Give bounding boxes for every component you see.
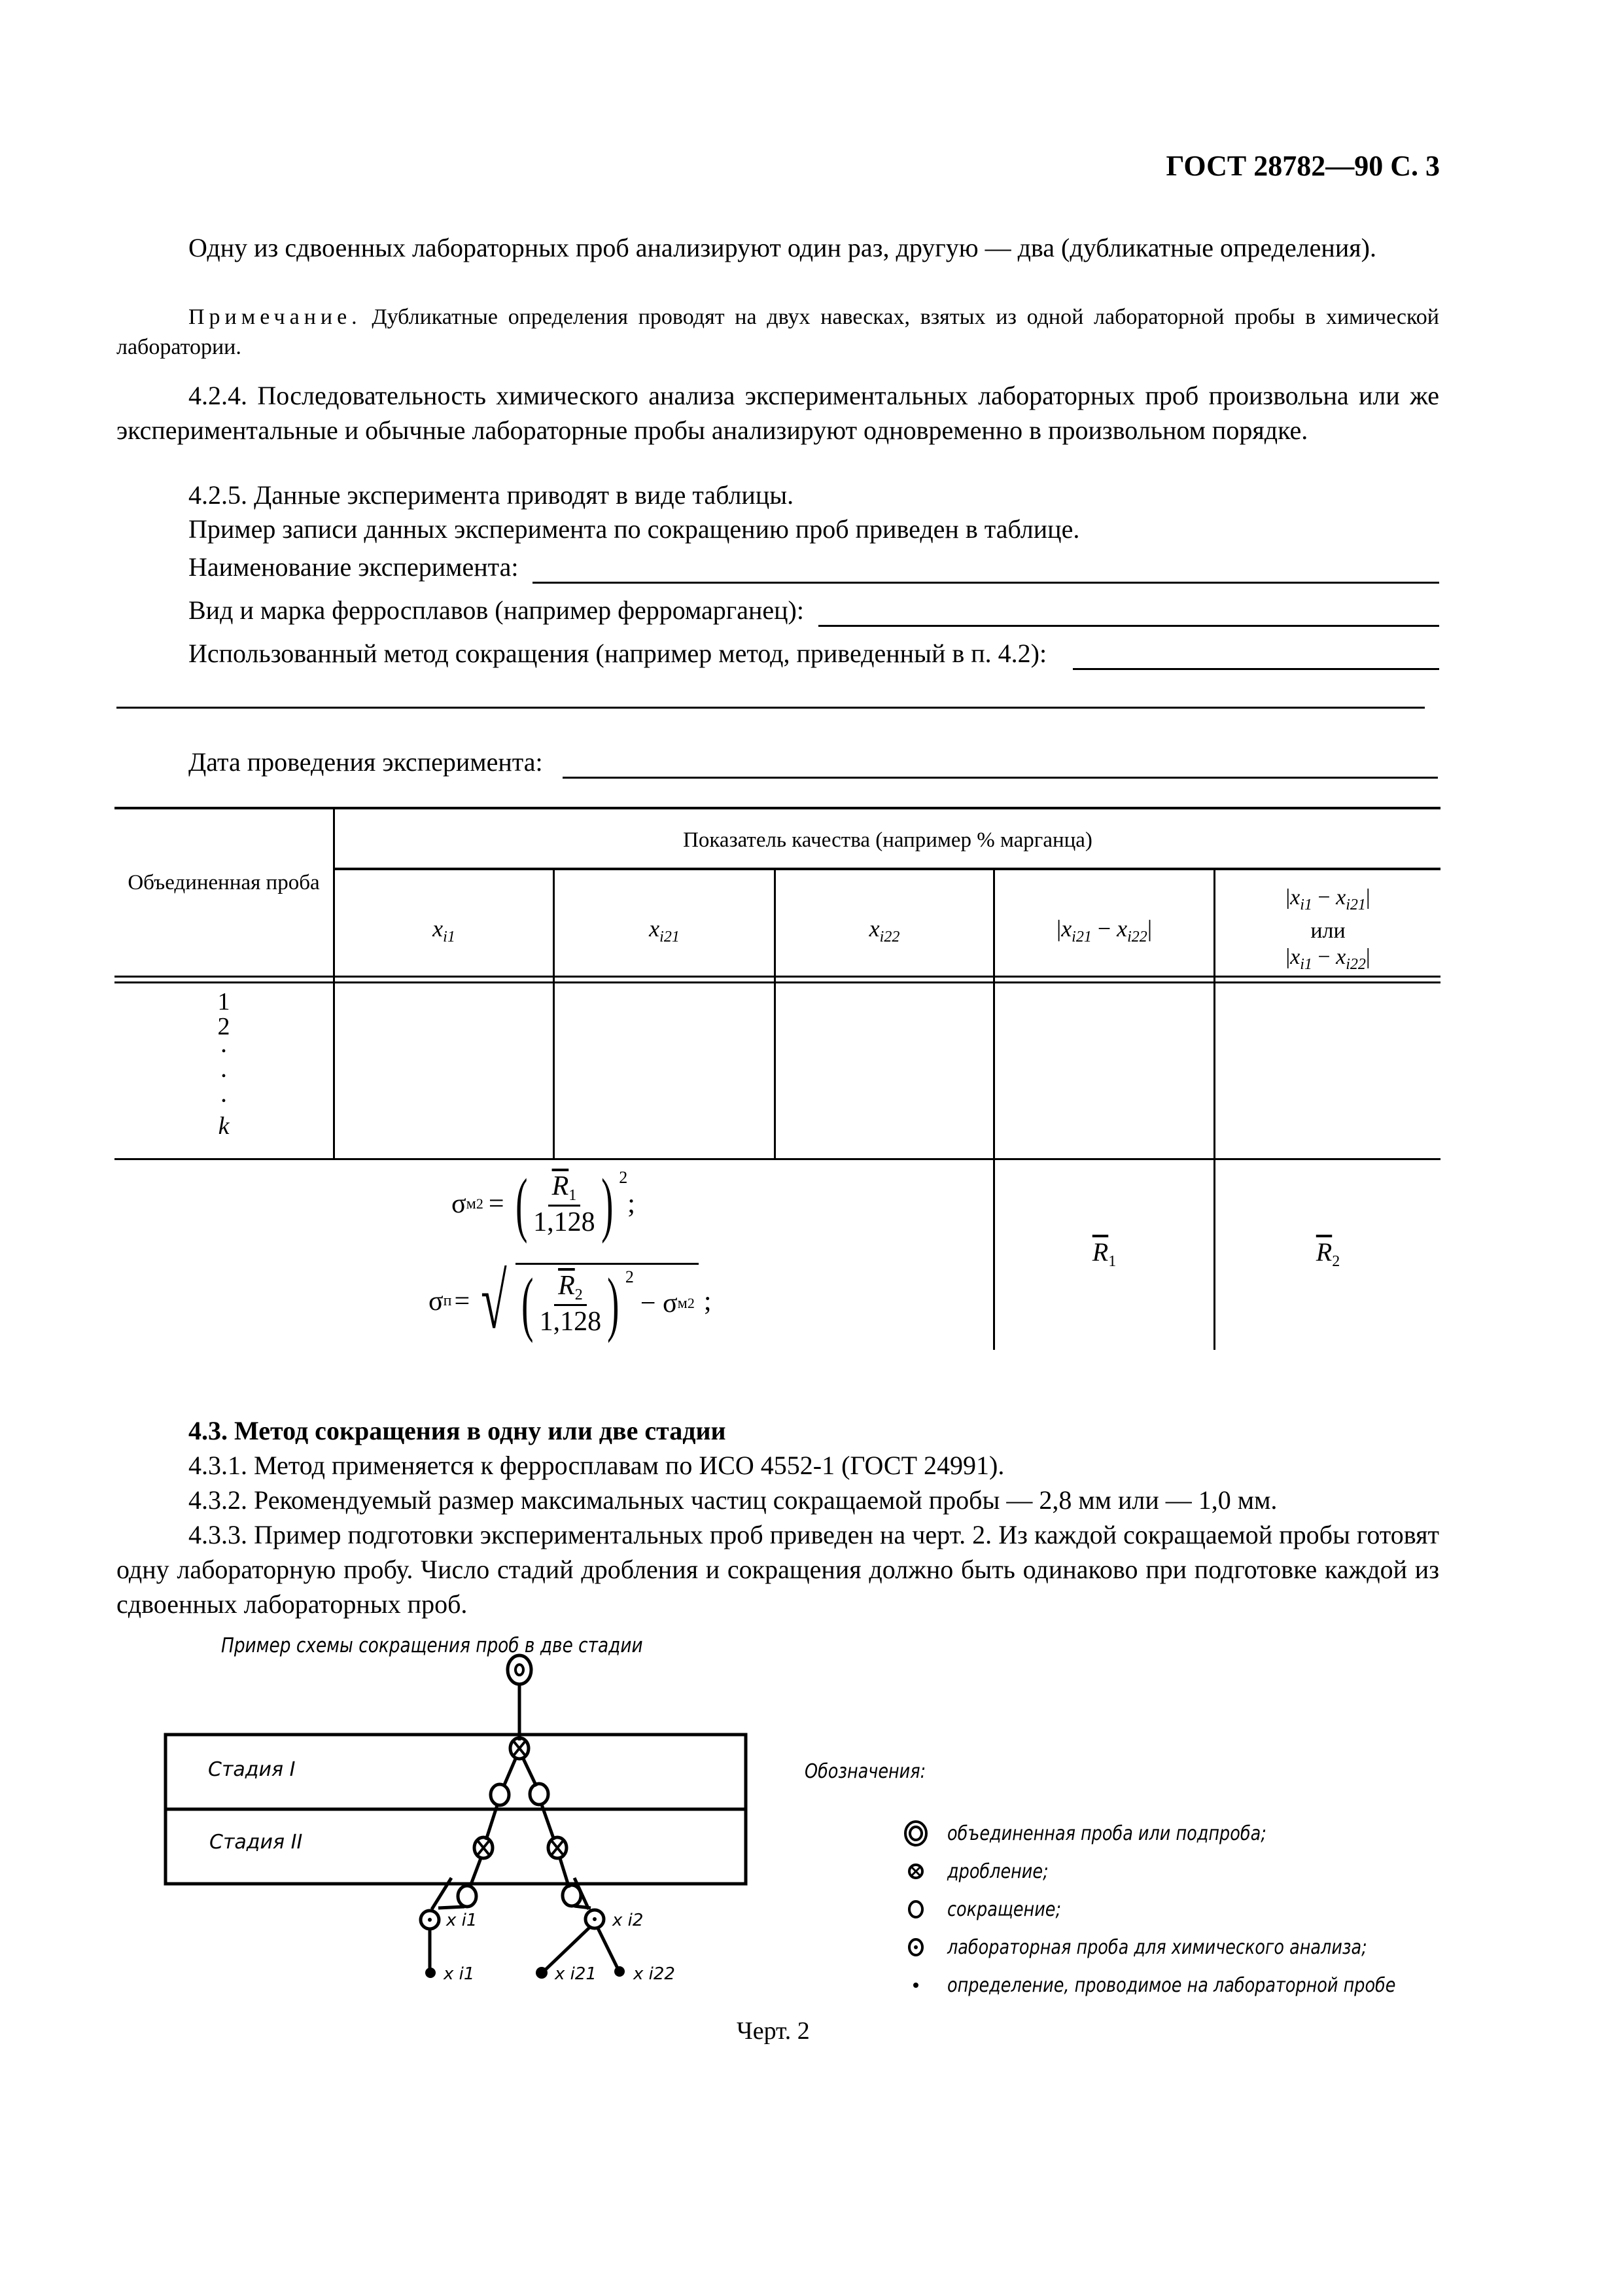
label-xi21-determination: x i21 [555,1964,597,1984]
label-xi22-determination: x i22 [633,1964,675,1984]
circle-cross-icon [896,1862,935,1881]
legend [896,1814,1475,2004]
legend-item-lab-sample: лабораторная проба для химического анализа; [896,1928,1475,1966]
r1-mean: $\overline{R}_1$ [1092,1237,1117,1270]
note-label: Примечание. [188,305,362,329]
alloy-label: Вид и марка ферросплавов (например ферромарганец): [188,595,804,625]
header-x-i21: $x_{i21}$ [649,915,680,945]
legend-item-reduction: сокращение; [896,1890,1475,1928]
header-x-i22: $x_{i22}$ [869,915,900,945]
circle-icon [896,1898,935,1920]
stage-1-label: Стадия I [208,1758,296,1781]
dot-icon [896,1979,935,1992]
paragraph-4-3-1: 4.3.1. Метод применяется к ферросплавам по ИСО 4552-1 (ГОСТ 24991). [188,1451,1005,1480]
header-abs-diff-21-22: $|x_{i21} - x_{i22}|$ [1056,915,1153,945]
note-text: Дубликатные определения проводят на двух навесках, взятых из одной лабораторной пробы в химической лаборатории. [116,305,1439,359]
paragraph-4-3-2: 4.3.2. Рекомендуемый размер максимальных частиц сокращаемой пробы — 2,8 мм или — 1,0 мм. [188,1485,1278,1515]
label-xi1-determination: x i1 [444,1964,475,1984]
paragraph-4-3-3: 4.3.3. Пример подготовки экспериментальных проб приведен на черт. 2. Из каждой сокращаемой пробы готовят одну лабораторную пробу. Число стадий дробления и сокращения должно быть одинаково при подготовке каждой из сдвоенных лабораторных проб. [116,1520,1439,1619]
header-combined-sample: Объединенная проба [128,871,320,894]
section-4-3-heading: 4.3. Метод сокращения в одну или две стадии [188,1416,726,1445]
r2-mean: $\overline{R}_2$ [1316,1237,1340,1270]
diagram-title: Пример схемы сокращения проб в две стадии [221,1634,643,1657]
stage-2-label: Стадия II [209,1831,303,1854]
legend-title: Обозначения: [805,1760,926,1783]
paragraph-4-2-4: 4.2.4. Последовательность химического анализа экспериментальных лабораторных проб произвольна или же экспериментальные и обычные лабораторные пробы анализируют одновременно в произвольном порядке. [116,381,1439,445]
formula-sigma-m: σ м 2 = ( $\overline{R}1$ 1,128 ) $^2$ ; [451,1164,635,1244]
label-xi1-sample: x i1 [446,1911,478,1930]
legend-item-crushing: дробление; [896,1852,1475,1890]
row-ellipsis-2: • [221,1069,226,1084]
paragraph-duplicate-samples: Одну из сдвоенных лабораторных проб анализируют один раз, другую — два (дубликатные определения). [188,233,1376,262]
circle-dot-icon [896,1936,935,1958]
method-label: Использованный метод сокращения (например метод, приведенный в п. 4.2): [188,639,1047,668]
page-header: ГОСТ 28782—90 С. 3 [1166,150,1440,182]
sqrt-sign: √ [481,1257,507,1345]
row-label-1: 1 [217,988,230,1016]
legend-item-determination: определение, проводимое на лабораторной пробе [896,1966,1475,2004]
legend-item-combined-sample: объединенная проба или подпроба; [896,1814,1475,1852]
row-ellipsis-3: • [221,1094,226,1108]
figure-caption: Черт. 2 [737,2017,810,2045]
experiment-name-label: Наименование эксперимента: [188,552,519,582]
row-label-k: k [218,1112,230,1140]
row-ellipsis-1: • [221,1044,226,1059]
paragraph-table-example: Пример записи данных эксперимента по сокращению проб приведен в таблице. [188,514,1080,544]
header-abs-diff-1: $|x_{i1} - x_{i21}|$ или $|x_{i1} - x_{i22}|$ [1285,885,1370,973]
date-label: Дата проведения эксперимента: [188,747,543,777]
label-xi2-sample: x i2 [612,1911,644,1930]
row-label-2: 2 [217,1013,230,1040]
header-quality-indicator: Показатель качества (например % марганца) [683,828,1092,852]
double-circle-icon [896,1819,935,1848]
paragraph-4-2-5: 4.2.5. Данные эксперимента приводят в виде таблицы. [188,480,794,510]
header-x-i1: $x_{i1}$ [432,915,455,945]
formula-sigma-p: σ п = √ ( $\overline{R}2$ 1,128 ) $^2$ − σ м 2 ; [428,1257,712,1345]
